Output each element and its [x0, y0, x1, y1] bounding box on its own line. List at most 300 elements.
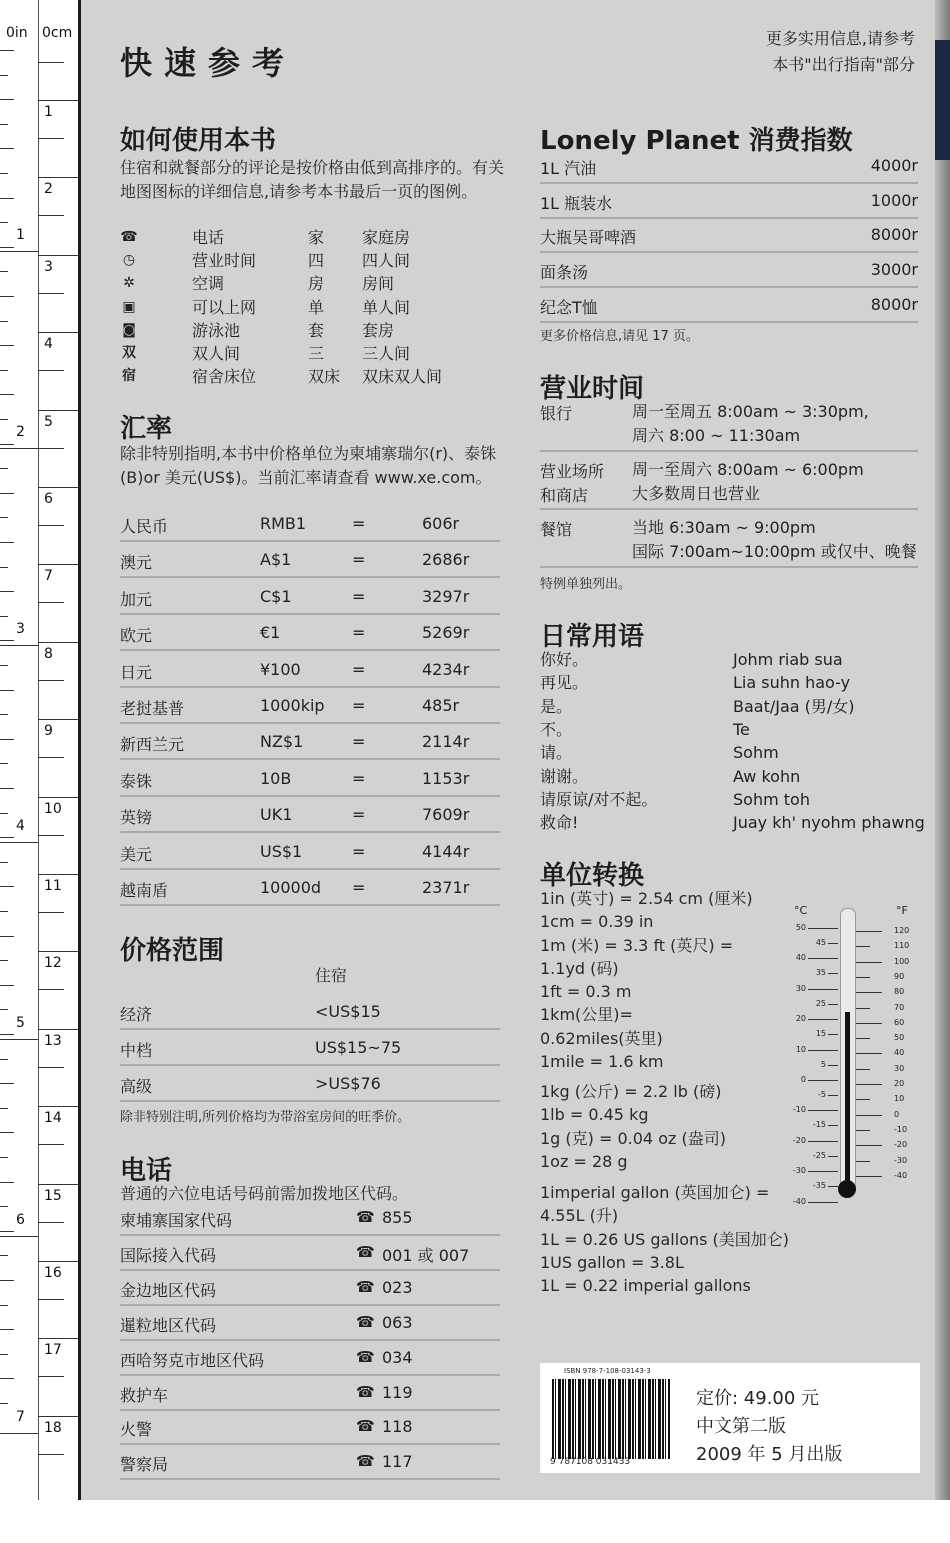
celsius-tick — [808, 1202, 838, 1203]
phrase-chinese: 是。 — [540, 696, 573, 716]
equals-sign: = — [352, 768, 366, 788]
equals-sign: = — [352, 514, 366, 533]
riel-value: 4234r — [422, 659, 470, 679]
ruler-tick — [0, 1255, 8, 1256]
ruler-tick — [0, 542, 14, 543]
ruler-tick — [38, 719, 80, 720]
currency-name: 越南盾 — [120, 881, 169, 900]
thermometer-icon — [790, 900, 920, 1205]
ruler-tick — [38, 1067, 64, 1068]
legend-row — [120, 249, 505, 272]
hours-line: 周六 8:00 ~ 11:30am — [632, 426, 801, 445]
ruler-tick — [0, 1305, 8, 1306]
hours-note: 特例单独列出。 — [540, 577, 632, 592]
ruler-tick — [0, 419, 8, 420]
celsius-tick-label: -10 — [792, 1105, 806, 1115]
ruler-cm-label: 12 — [44, 955, 62, 972]
price-range-row — [120, 1066, 500, 1102]
ruler-tick — [0, 1108, 8, 1109]
fahrenheit-tick-label: -20 — [894, 1140, 908, 1150]
ruler-tick — [38, 100, 80, 101]
celsius-tick — [828, 973, 838, 974]
page-edge — [935, 0, 950, 1500]
phrase-chinese: 谢谢。 — [540, 766, 589, 786]
cost-row — [540, 252, 918, 288]
phone-row — [120, 1409, 500, 1445]
reference-note-line: 本书"出行指南"部分 — [772, 55, 915, 74]
fahrenheit-tick — [856, 1161, 870, 1162]
book-price: 定价: 49.00 元 — [696, 1388, 820, 1409]
fahrenheit-tick-label: 100 — [894, 956, 910, 966]
phone-label: 金边地区代码 — [120, 1280, 217, 1300]
celsius-tick-label: 0 — [800, 1075, 806, 1084]
hours-line: 当地 6:30am ~ 9:00pm — [632, 518, 816, 537]
ruler-tick — [0, 567, 8, 568]
ruler-tick — [38, 951, 80, 952]
celsius-tick — [828, 1095, 838, 1096]
unit-line: 1mile = 1.6 km — [540, 1052, 664, 1072]
ruler-cm-label: 17 — [44, 1342, 62, 1359]
cost-item: 1L 瓶装水 — [540, 193, 613, 213]
phrase-chinese: 你好。 — [540, 650, 589, 669]
cost-index-note: 更多价格信息,请见 17 页。 — [540, 329, 699, 344]
exchange-row — [120, 870, 500, 906]
ruler-tick — [0, 862, 8, 863]
phrase-chinese: 请。 — [540, 743, 573, 763]
celsius-tick-label: -30 — [792, 1166, 806, 1176]
legend-meaning: 三人间 — [362, 344, 411, 363]
unit-line: 4.55L (升) — [540, 1206, 619, 1226]
ruler-tick — [38, 255, 80, 256]
cost-value: 1000r — [870, 190, 918, 210]
ruler-tick — [0, 763, 8, 764]
fahrenheit-tick-label: -10 — [894, 1124, 908, 1134]
cost-row — [540, 217, 918, 253]
ruler-tick — [0, 271, 8, 272]
phone-icon: ☎ — [356, 1452, 375, 1471]
riel-value: 3297r — [422, 586, 470, 606]
phone-code: 118 — [382, 1417, 413, 1437]
price-range-label: 中档 — [120, 1041, 153, 1060]
legend-abbr: 家 — [308, 228, 325, 247]
currency-name: 泰铢 — [120, 771, 153, 791]
legend-meaning: 单人间 — [362, 297, 411, 317]
ruler-tick — [0, 296, 14, 297]
ruler-tick — [0, 148, 14, 149]
fahrenheit-tick-label: 30 — [894, 1063, 905, 1073]
hours-times — [632, 458, 864, 506]
legend-abbr: 套 — [308, 320, 325, 340]
units-heading: 单位转换 — [540, 861, 645, 891]
celsius-tick-label: 20 — [795, 1014, 806, 1024]
legend-icon: 宿 — [122, 368, 136, 385]
fahrenheit-tick-label: 60 — [894, 1017, 905, 1027]
riel-value: 2114r — [422, 732, 470, 752]
celsius-tick-label: 45 — [815, 938, 826, 947]
exchange-row — [120, 615, 500, 651]
celsius-tick-label: 25 — [815, 998, 826, 1008]
cost-index-heading: Lonely Planet 消费指数 — [540, 126, 853, 156]
fahrenheit-tick-label: 70 — [894, 1002, 905, 1012]
how-to-heading: 如何使用本书 — [120, 126, 277, 156]
riel-value: 1153r — [422, 768, 470, 788]
phone-label: 救护车 — [120, 1385, 169, 1405]
fahrenheit-tick-label: -30 — [894, 1155, 908, 1165]
celsius-tick — [828, 1125, 838, 1126]
ruler-tick — [0, 468, 8, 469]
currency-unit: ¥100 — [260, 659, 301, 679]
hours-label-line: 银行 — [540, 404, 573, 423]
riel-value: 2371r — [422, 878, 470, 897]
ruler-tick — [0, 960, 8, 961]
legend-meaning: 双床双人间 — [362, 367, 443, 387]
legend-row — [120, 296, 505, 319]
ruler-tick — [0, 1034, 14, 1035]
legend-icon: ◙ — [122, 321, 136, 338]
hours-line: 大多数周日也营业 — [632, 484, 761, 503]
exchange-row — [120, 579, 500, 615]
exchange-row — [120, 834, 500, 870]
ruler-tick — [38, 757, 64, 758]
phone-icon: ☎ — [356, 1382, 375, 1401]
celsius-tick-label: 40 — [795, 953, 806, 963]
ruler-cm-label: 7 — [44, 568, 53, 585]
ruler-cm-label: 18 — [44, 1419, 62, 1436]
legend-abbr: 房 — [308, 274, 325, 294]
legend-label: 宿舍床位 — [192, 367, 257, 387]
riel-value: 2686r — [422, 550, 470, 570]
fahrenheit-tick — [856, 1145, 882, 1146]
ruler-cm-label: 14 — [44, 1110, 62, 1127]
price-range-value: >US$76 — [315, 1074, 381, 1093]
celsius-tick-label: 10 — [795, 1044, 806, 1054]
hours-times — [632, 400, 869, 448]
ruler-cm-label: 1 — [44, 104, 53, 120]
ruler-cm-header: 0cm — [42, 25, 73, 41]
legend-meaning: 四人间 — [362, 251, 411, 271]
phone-code: 117 — [382, 1452, 413, 1472]
legend-icon: ✲ — [123, 275, 135, 292]
hours-line: 周一至周五 8:00am ~ 3:30pm, — [632, 402, 869, 421]
ruler-cm-label: 9 — [44, 723, 53, 740]
ruler-cm-label: 13 — [44, 1032, 62, 1049]
ruler-inch-label: 1 — [16, 227, 25, 243]
phrase-chinese: 请原谅/对不起。 — [540, 789, 658, 809]
currency-name: 老挝基普 — [120, 699, 185, 718]
ruler-tick — [0, 739, 14, 740]
phone-code: 034 — [382, 1347, 413, 1367]
legend-row — [120, 272, 505, 295]
phone-label: 柬埔寨国家代码 — [120, 1211, 233, 1230]
fahrenheit-tick — [856, 1099, 870, 1100]
ruler-tick — [38, 62, 64, 63]
equals-sign: = — [352, 732, 366, 752]
ruler-inch-label: 3 — [16, 621, 25, 637]
celsius-tick-label: -5 — [818, 1090, 826, 1099]
currency-unit: 1000kip — [260, 696, 325, 715]
phone-icon: ☎ — [356, 1417, 375, 1436]
ruler-cm-label: 5 — [44, 413, 53, 430]
ruler-tick — [38, 564, 80, 565]
fahrenheit-tick — [856, 992, 882, 993]
ruler-tick — [38, 1454, 64, 1455]
celsius-tick-label: 50 — [795, 923, 806, 932]
ruler-tick — [38, 1144, 64, 1145]
phone-heading: 电话 — [120, 1156, 173, 1186]
ruler-tick — [0, 813, 8, 814]
legend-row — [120, 365, 505, 388]
phone-row — [120, 1305, 500, 1341]
book-edition: 中文第二版 — [696, 1416, 786, 1437]
fahrenheit-tick — [856, 1115, 882, 1116]
unit-line: 1imperial gallon (英国加仑) = — [540, 1183, 770, 1202]
price-range-row — [120, 994, 500, 1030]
phone-code: 119 — [382, 1382, 413, 1402]
cost-row — [540, 183, 918, 219]
exchange-row — [120, 542, 500, 578]
celsius-tick-label: 30 — [795, 983, 806, 993]
ruler-tick — [38, 138, 64, 139]
ruler-tick — [38, 1338, 80, 1339]
ruler-tick — [0, 517, 8, 518]
ruler-cm-label: 2 — [44, 181, 53, 198]
ruler-tick — [38, 1299, 64, 1300]
currency-unit: 10B — [260, 768, 292, 788]
ruler-tick — [0, 1403, 8, 1404]
currency-unit: NZ$1 — [260, 732, 304, 752]
thermometer-mercury — [845, 1012, 850, 1190]
ruler-tick — [38, 177, 80, 178]
currency-name: 澳元 — [120, 553, 153, 573]
currency-name: 日元 — [120, 662, 153, 682]
ruler-cm-label: 4 — [44, 336, 53, 353]
exchange-row — [120, 652, 500, 688]
phone-row — [120, 1375, 500, 1411]
celsius-tick-label: -35 — [812, 1181, 826, 1191]
ruler-cm-label: 16 — [44, 1265, 62, 1281]
unit-line: 1.1yd (码) — [540, 958, 619, 978]
equals-sign: = — [352, 841, 366, 861]
phone-icon: ☎ — [356, 1277, 375, 1296]
phone-code: 023 — [382, 1277, 413, 1297]
price-range-note: 除非特别注明,所列价格均为带浴室房间的旺季价。 — [120, 1110, 411, 1125]
fahrenheit-tick-label: 0 — [894, 1109, 900, 1119]
phone-icon: ☎ — [356, 1347, 375, 1366]
phone-row — [120, 1340, 500, 1376]
phrase-khmer: Aw kohn — [733, 766, 801, 786]
units-weight — [540, 1080, 726, 1173]
ruler-tick — [0, 1329, 14, 1330]
ruler-tick — [0, 911, 8, 912]
celsius-tick — [808, 928, 838, 929]
phrases-heading: 日常用语 — [540, 622, 645, 652]
ruler-inch-label: 6 — [16, 1212, 25, 1228]
currency-name: 人民币 — [120, 517, 169, 536]
units-volume — [540, 1181, 789, 1297]
riel-value: 485r — [422, 696, 460, 715]
fahrenheit-tick — [856, 1053, 882, 1054]
equals-sign: = — [352, 805, 366, 825]
ruler-tick — [0, 1157, 8, 1158]
celsius-tick — [808, 1019, 838, 1020]
celsius-tick-label: -20 — [792, 1135, 806, 1145]
ruler-tick — [38, 293, 64, 294]
celsius-tick-label: -40 — [792, 1196, 806, 1206]
celsius-tick — [828, 1186, 838, 1187]
phone-intro: 普通的六位电话号码前需加拨地区代码。 — [120, 1184, 409, 1203]
celsius-tick — [828, 1156, 838, 1157]
ruler-cm-column — [38, 0, 80, 1500]
ruler-tick — [0, 1433, 38, 1434]
ruler-tick — [38, 989, 64, 990]
fahrenheit-tick — [856, 1023, 882, 1024]
cost-item: 大瓶吴哥啤酒 — [540, 228, 637, 248]
hours-row — [540, 458, 918, 510]
cost-value: 3000r — [870, 260, 918, 280]
ruler-tick — [38, 912, 64, 913]
unit-line: 1g (克) = 0.04 oz (盎司) — [540, 1128, 726, 1148]
ruler-tick — [0, 1206, 8, 1207]
ruler-tick — [0, 1132, 14, 1133]
ruler-tick — [38, 215, 64, 216]
legend-meaning: 家庭房 — [362, 228, 411, 247]
ruler-cm-label: 8 — [44, 645, 53, 662]
ruler-tick — [0, 591, 14, 592]
phone-label: 暹粒地区代码 — [120, 1315, 217, 1335]
phrase-khmer: Te — [733, 719, 750, 739]
ruler-tick — [0, 842, 38, 843]
ruler-tick — [0, 1009, 8, 1010]
fahrenheit-tick-label: 50 — [894, 1033, 905, 1043]
exchange-row — [120, 797, 500, 833]
exchange-intro: 除非特别指明,本书中价格单位为柬埔寨瑞尔(r)、泰铢(B)or 美元(US$)。当前汇率请查看 www.xe.com。 — [120, 444, 497, 487]
exchange-row — [120, 724, 500, 760]
cost-value: 8000r — [870, 225, 918, 245]
ruler-tick — [0, 1182, 14, 1183]
fahrenheit-tick — [856, 1069, 870, 1070]
unit-line: 1km(公里)= — [540, 1005, 633, 1025]
fahrenheit-tick-label: 40 — [894, 1048, 905, 1058]
hours-label-line: 营业场所 — [540, 462, 605, 481]
price-range-row — [120, 1030, 500, 1066]
unit-line: 1L = 0.26 US gallons (美国加仑) — [540, 1229, 790, 1249]
hours-label — [540, 460, 604, 508]
legend-label: 电话 — [192, 228, 225, 247]
unit-line: 1ft = 0.3 m — [540, 982, 632, 1002]
equals-sign: = — [352, 659, 366, 679]
ruler-tick — [0, 616, 8, 617]
ruler-tick — [38, 448, 64, 449]
price-range-value: <US$15 — [315, 1002, 381, 1021]
unit-line: 1oz = 28 g — [540, 1151, 628, 1171]
celsius-tick — [828, 1065, 838, 1066]
celsius-tick-label: 15 — [815, 1029, 826, 1039]
fahrenheit-tick-label: 110 — [894, 941, 910, 951]
currency-name: 加元 — [120, 589, 153, 609]
phrase-khmer: Sohm — [733, 743, 779, 763]
fahrenheit-tick — [856, 1130, 870, 1131]
fahrenheit-tick — [856, 962, 882, 963]
fahrenheit-tick-label: 120 — [894, 926, 910, 935]
reference-note-line: 更多实用信息,请参考 — [765, 29, 915, 48]
cost-item: 1L 汽油 — [540, 159, 597, 178]
ruler-tick — [0, 886, 14, 887]
ruler-tick — [0, 222, 8, 223]
phone-icon: ☎ — [356, 1312, 375, 1331]
ruler-cm-label: 10 — [44, 800, 62, 817]
phone-label: 警察局 — [120, 1455, 169, 1475]
ruler-tick — [38, 642, 80, 643]
currency-name: 新西兰元 — [120, 735, 185, 755]
ruler-inch-label: 7 — [16, 1409, 25, 1425]
phone-icon: ☎ — [356, 1242, 375, 1261]
equals-sign: = — [352, 878, 366, 897]
legend-label: 游泳池 — [192, 320, 241, 340]
celsius-tick-label: -25 — [812, 1150, 826, 1160]
price-range-heading: 价格范围 — [120, 936, 225, 966]
ruler-tick — [0, 1378, 14, 1379]
cost-row — [540, 148, 918, 184]
currency-name: 美元 — [120, 844, 153, 864]
fahrenheit-label: °F — [896, 904, 908, 917]
unit-line: 1L = 0.22 imperial gallons — [540, 1276, 751, 1296]
ruler-tick — [0, 645, 38, 646]
fahrenheit-tick-label: 20 — [894, 1079, 905, 1088]
barcode-icon — [552, 1379, 670, 1459]
legend-label: 可以上网 — [192, 297, 257, 317]
hours-heading: 营业时间 — [540, 374, 645, 404]
ruler-cm-label: 6 — [44, 491, 53, 507]
unit-line: 1m (米) = 3.3 ft (英尺) = — [540, 935, 734, 955]
celsius-tick — [808, 1141, 838, 1142]
equals-sign: = — [352, 550, 366, 570]
ruler-tick — [0, 788, 14, 789]
unit-line: 1in (英寸) = 2.54 cm (厘米) — [540, 889, 753, 908]
cost-row — [540, 287, 918, 323]
phone-row — [120, 1200, 500, 1236]
ruler-tick — [38, 1106, 80, 1107]
currency-name: 英镑 — [120, 808, 153, 828]
phrase-chinese: 不。 — [540, 719, 573, 739]
currency-unit: RMB1 — [260, 514, 307, 533]
celsius-label: °C — [794, 904, 808, 917]
hours-row — [540, 400, 918, 452]
ruler-tick — [0, 1280, 14, 1281]
celsius-tick — [808, 958, 838, 959]
legend-icon: ▣ — [122, 298, 136, 315]
ruler-tick — [38, 1222, 64, 1223]
celsius-tick-label: 5 — [820, 1059, 826, 1069]
page-binding-edge — [78, 0, 81, 1500]
currency-unit: C$1 — [260, 586, 292, 606]
page-title: 快速参考 — [120, 44, 297, 82]
legend-row — [120, 342, 505, 365]
celsius-tick — [828, 943, 838, 944]
barcode-number: 9 787108 031433 — [550, 1457, 631, 1467]
ruler-tick — [0, 50, 14, 51]
ruler-tick — [0, 251, 38, 252]
celsius-tick — [828, 1034, 838, 1035]
currency-unit: A$1 — [260, 550, 292, 570]
phone-label: 西哈努克市地区代码 — [120, 1350, 265, 1370]
ruler-tick — [38, 1376, 64, 1377]
ruler-inch-label: 2 — [16, 424, 25, 440]
exchange-row — [120, 506, 500, 542]
unit-line: 1kg (公斤) = 2.2 lb (磅) — [540, 1082, 722, 1101]
phone-row — [120, 1444, 500, 1480]
fahrenheit-tick-label: 10 — [894, 1094, 905, 1104]
isbn-panel — [540, 1363, 920, 1473]
